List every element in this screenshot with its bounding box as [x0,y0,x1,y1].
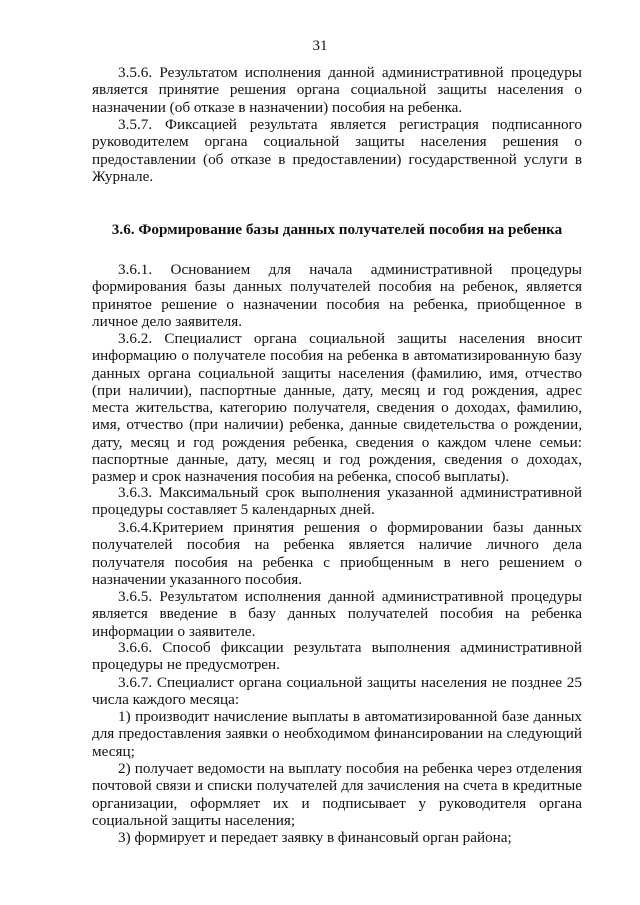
paragraph-3-6-2: 3.6.2. Специалист органа социальной защиты населения вносит информацию о получателе пособия на ребенка в автоматизированную базу данных органа социальной защиты населения (фамилию, имя, отчество (при наличии), паспортные данные, дату, месяц и год рождения, адрес места жительства, категорию получателя, сведения о доходах, фамилию, имя, отчество (при наличии) ребенка, данные свидетельства о рождении, дату, месяц и год рождения ребенка, сведения о каждом члене семьи: паспортные данные, дату, месяц и год рождения, сведения о доходах, размер и срок назначения пособия на ребенка, способ выплаты). [92,330,582,486]
paragraph-3-6-5: 3.6.5. Результатом исполнения данной административной процедуры является введение в базу данных получателей пособия на ребенка информации о заявителе. [92,588,582,640]
paragraph-3-6-3: 3.6.3. Максимальный срок выполнения указанной административной процедуры составляет 5 календарных дней. [92,484,582,519]
paragraph-3-6-4: 3.6.4.Критерием принятия решения о формировании базы данных получателей пособия на ребенка является наличие личного дела получателя пособия на ребенка с приобщенным в него решением о назначении указанного пособия. [92,519,582,588]
page-number: 31 [312,38,328,54]
list-item-3: 3) формирует и передает заявку в финансовый орган района; [118,829,512,846]
paragraph-3-5-7: 3.5.7. Фиксацией результата является регистрация подписанного руководителем органа социальной защиты населения решения о предоставлении (об отказе в предоставлении) государственной услуги в Журнале. [92,116,582,185]
list-item-1: 1) производит начисление выплаты в автоматизированной базе данных для предоставления заявки о необходимом финансировании на следующий месяц; [92,708,582,760]
paragraph-3-6-6: 3.6.6. Способ фиксации результата выполнения административной процедуры не предусмотрен. [92,639,582,674]
section-heading: 3.6. Формирование базы данных получателей пособия на ребенка [111,221,563,238]
paragraph-3-6-1: 3.6.1. Основанием для начала административной процедуры формирования базы данных получателей пособия на ребенок, является принятое решение о назначении пособия на ребенка, приобщенное в личное дело заявителя. [92,261,582,330]
list-item-2: 2) получает ведомости на выплату пособия на ребенка через отделения почтовой связи и списки получателей для зачисления на счета в кредитные организации, оформляет их и подписывает у руководителя органа социальной защиты населения; [92,760,582,829]
paragraph-3-6-7: 3.6.7. Специалист органа социальной защиты населения не позднее 25 числа каждого месяца: [92,674,582,709]
paragraph-3-5-6: 3.5.6. Результатом исполнения данной административной процедуры является принятие решения органа социальной защиты населения о назначении (об отказе в назначении) пособия на ребенка. [92,64,582,116]
